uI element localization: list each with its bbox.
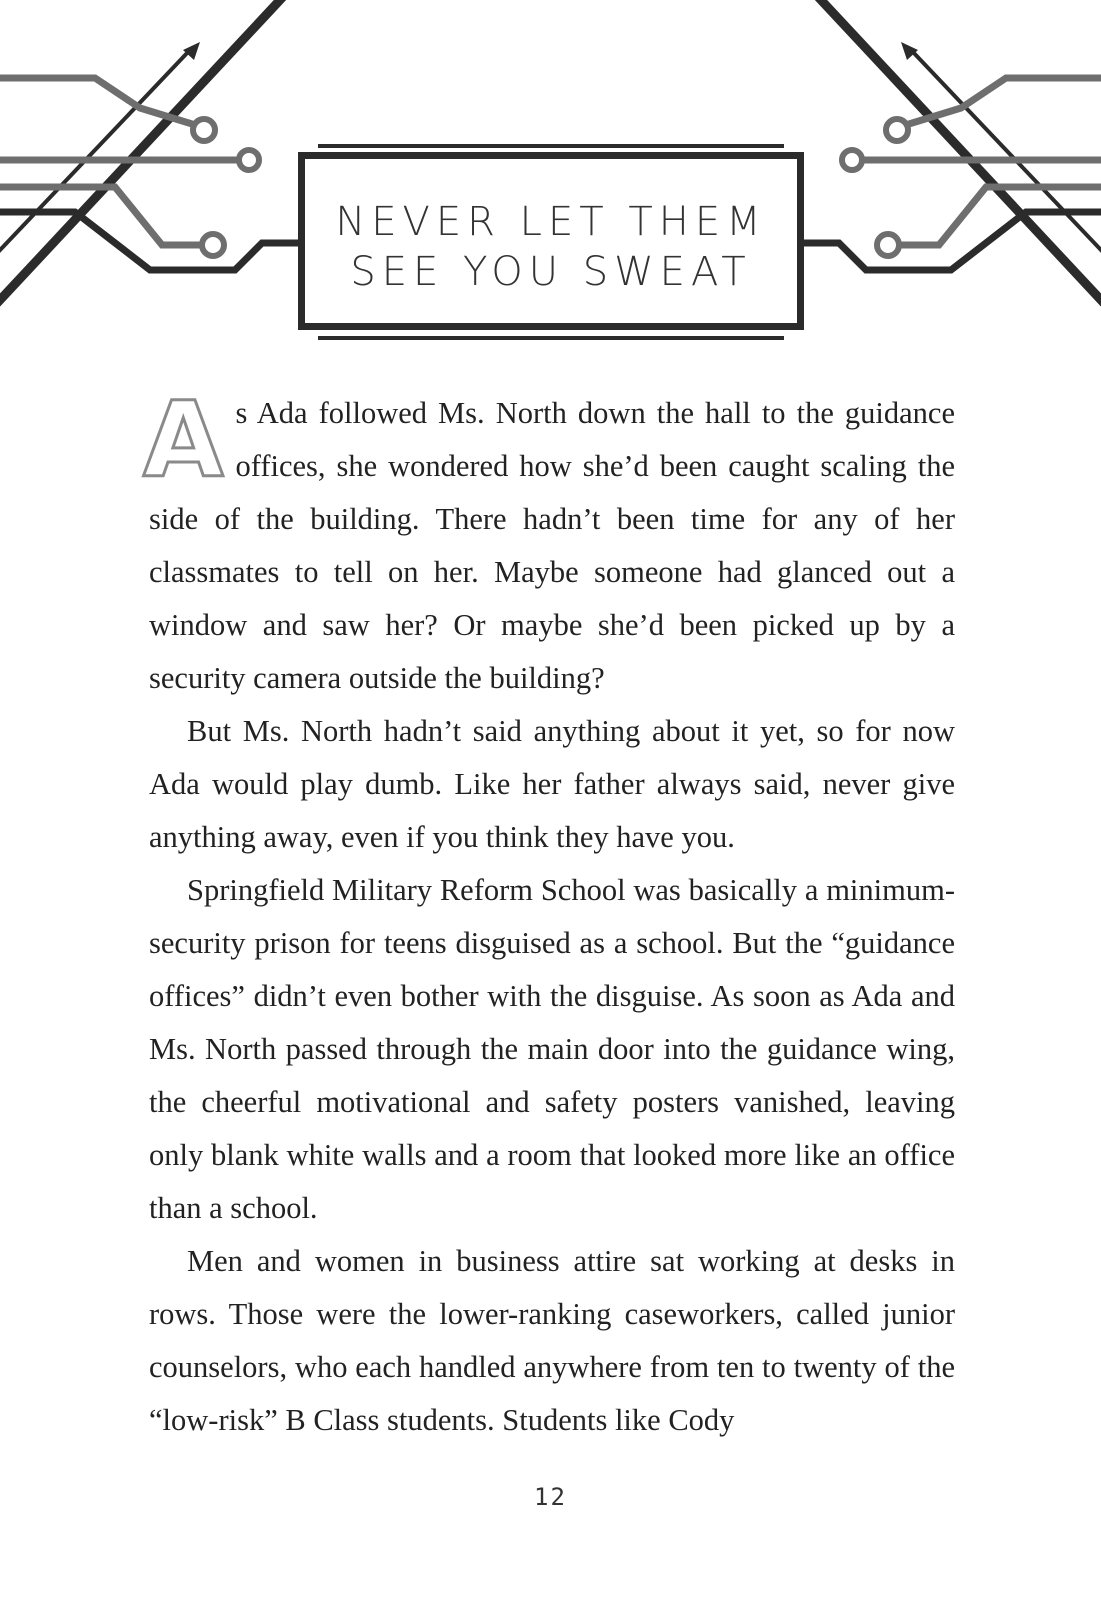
circuit-trace [0,78,192,124]
circuit-diagonal-line [821,0,1101,300]
drop-cap: A [143,379,224,501]
paragraph: Men and women in business attire sat working at desks in rows. Those were the lower-ranking caseworkers, called junior counselors, who each handled anywhere from ten to twenty of the “low-risk” B Class students. Students like Cody [149,1244,955,1437]
chapter-title-box [298,152,804,330]
paragraph-text: s Ada followed Ms. North down the hall to the guidance offices, she wondered how she’d been caught scaling the side of the building. There hadn’t been time for any of her classmates to tell on her. Maybe someone had glanced out a window and saw her? Or maybe she’d been picked up by a security camera outside the building? [149,396,955,695]
circuit-left [0,0,298,300]
circuit-node-icon [193,119,215,141]
circuit-right [803,0,1101,300]
circuit-trace [909,78,1101,124]
circuit-diagonal-line [0,0,280,300]
chapter-body [143,379,955,1447]
circuit-trace [803,212,1101,270]
paragraph: But Ms. North hadn’t said anything about it yet, so for now Ada would play dumb. Like her father always said, never give anything away, even if you think they have you. [149,714,955,854]
circuit-node-icon [239,150,259,170]
title-rule-top [318,144,784,148]
circuit-trace [0,212,298,270]
circuit-node-icon [886,119,908,141]
chapter-title [305,197,797,297]
title-rule-bottom [318,336,784,340]
paragraph: Springfield Military Reform School was basically a minimum-security prison for teens disguised as a school. But the “guidance offices” didn’t even bother with the disguise. As soon as Ada and Ms. North passed through the main door into the guidance wing, the cheerful motivational and safety posters vanished, leaving only blank white walls and a room that looked more like an office than a school. [149,873,955,1225]
chapter-title-line-2: SEE YOU SWEAT [350,249,752,295]
circuit-node-icon [877,234,899,256]
page-number: 12 [534,1483,567,1511]
circuit-node-icon [842,150,862,170]
paragraph [143,379,955,705]
chapter-title-line-1: NEVER LET THEM [335,199,767,245]
circuit-node-icon [202,234,224,256]
